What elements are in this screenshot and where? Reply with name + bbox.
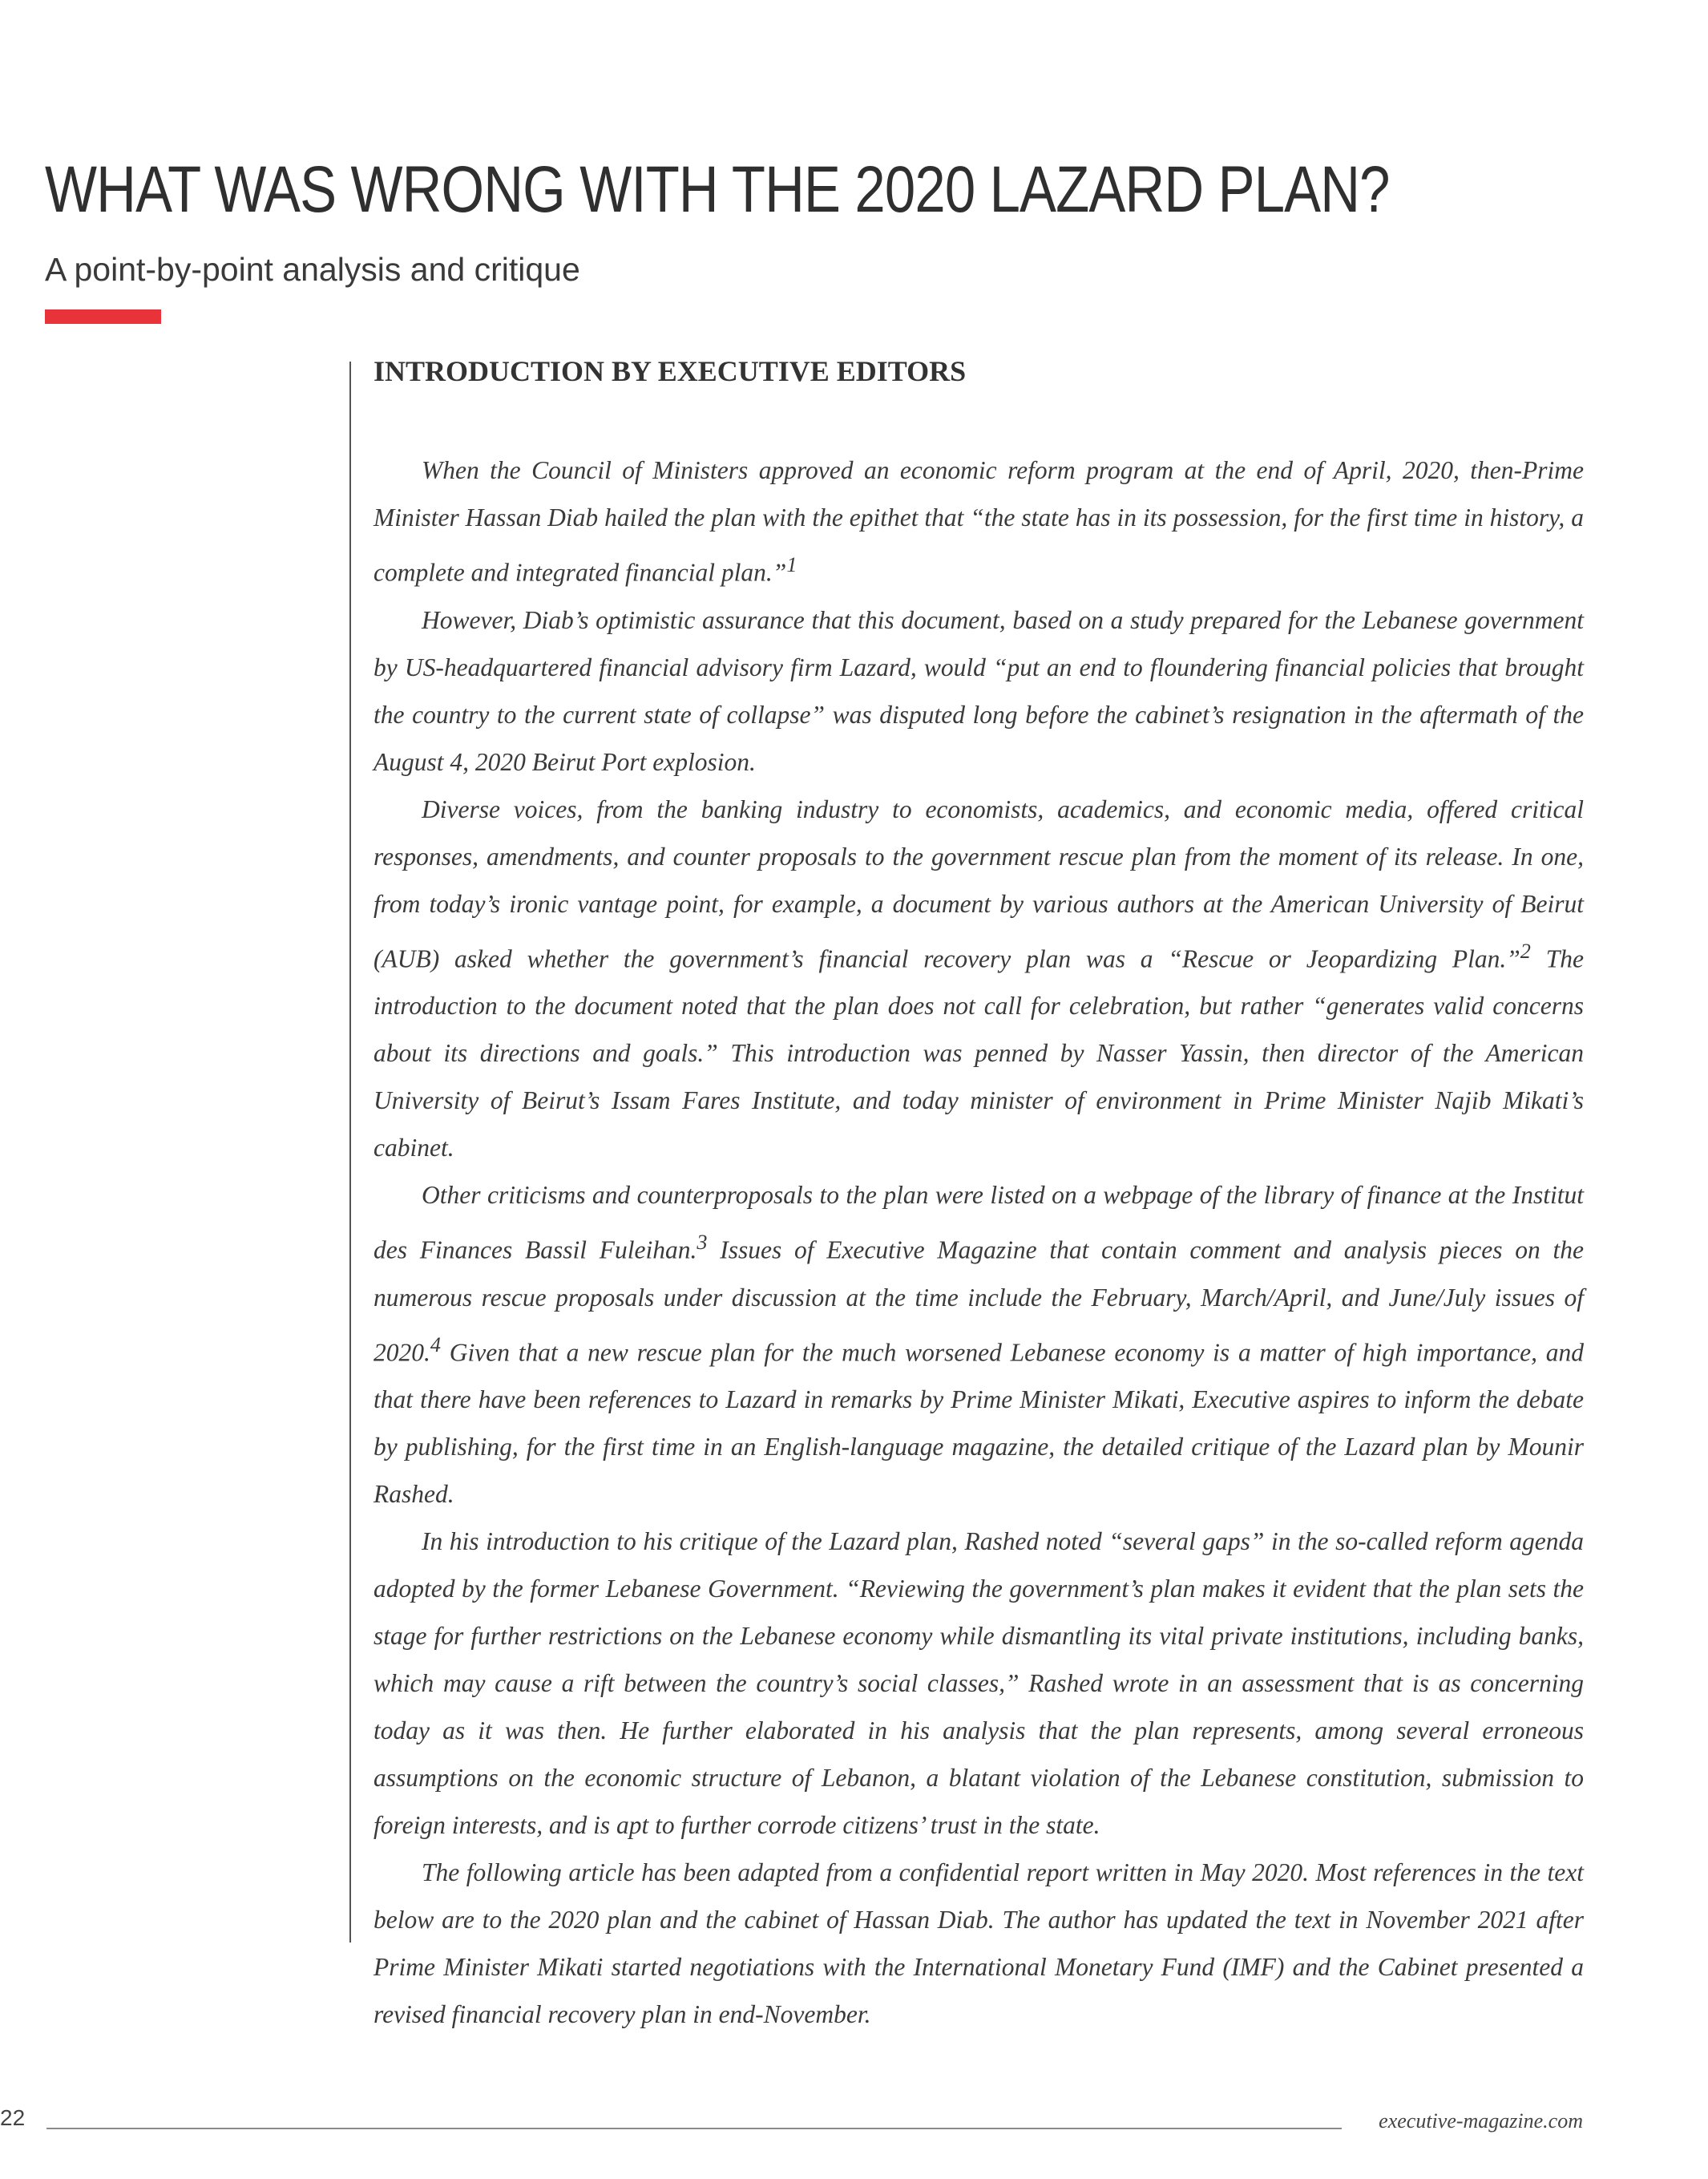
paragraph-text: Diverse voices, from the banking industry to economists, academics, and economic media, offered critical responses, amendments, and counter proposals to the government rescue plan from the moment of its release. In one, from today’s ironic vantage point, for example, a document by various authors at the American University of Beirut (AUB) asked whether the government’s financial recovery plan was a “Rescue or Jeopardizing Plan.” (373, 794, 1584, 972)
article-subtitle: A point-by-point analysis and critique (45, 251, 580, 288)
footnote-marker: 4 (430, 1332, 441, 1356)
paragraph-text: The following article has been adapted from a confidential report written in May 2020. Most references in the text below are to the 2020 plan and the cabinet of Hassan Diab. The author has updated the text in November 2021 after Prime Minister Mikati started negotiations with the International Monetary Fund (IMF) and the Cabinet presented a revised financial recovery plan in end-November. (373, 1858, 1584, 2028)
paragraph-text: In his introduction to his critique of the Lazard plan, Rashed noted “several gaps” in the so-called reform agenda adopted by the former Lebanese Government. “Reviewing the government’s plan makes it evident that the plan sets the stage for further restrictions on the Lebanese economy while dismantling its vital private institutions, including banks, which may cause a rift between the country’s social classes,” Rashed wrote in an assessment that is as concerning today as it was then. He further elaborated in his analysis that the plan represents, among several erroneous assumptions on the economic structure of Lebanon, a blatant violation of the Lebanese constitution, submission to foreign interests, and is apt to further corrode citizens’ trust in the state. (373, 1527, 1584, 1839)
footer-website: executive-magazine.com (1379, 2109, 1583, 2133)
body-paragraph (373, 596, 1584, 786)
page-number: 22 (0, 2105, 26, 2130)
paragraph-text: Issues of Executive Magazine that contain comment and analysis pieces on the numerous rescue proposals under discussion at the time include the February, March/April, and June/July issues of 2020. (373, 1235, 1584, 1366)
body-paragraph (373, 786, 1584, 1172)
footnote-marker: 3 (697, 1231, 708, 1254)
article-body (373, 447, 1584, 2038)
paragraph-text: When the Council of Ministers approved an economic reform program at the end of April, 2020, then-Prime Minister Hassan Diab hailed the plan with the epithet that “the state has in its possession, for the first time in history, a complete and integrated financial plan.” (373, 456, 1584, 587)
paragraph-text: Given that a new rescue plan for the much worsened Lebanese economy is a matter of high importance, and that there have been references to Lazard in remarks by Prime Minister Mikati, Executive aspires to inform the debate by publishing, for the first time in an English-language magazine, the detailed critique of the Lazard plan by Mounir Rashed. (373, 1338, 1584, 1508)
footer-divider (46, 2128, 1342, 2129)
paragraph-text: The introduction to the document noted that the plan does not call for celebration, but rather “generates valid concerns about its directions and goals.” This introduction was penned by Nasser Yassin, then director of the American University of Beirut’s Issam Fares Institute, and today minister of environment in Prime Minister Najib Mikati’s cabinet. (373, 944, 1584, 1162)
footnote-marker: 1 (786, 553, 797, 576)
paragraph-text: Other criticisms and counterproposals to the plan were listed on a webpage of the library of finance at the Institut des Finances Bassil Fuleihan. (373, 1181, 1584, 1264)
body-paragraph (373, 1171, 1584, 1518)
intro-heading: INTRODUCTION BY EXECUTIVE EDITORS (373, 355, 967, 387)
body-paragraph (373, 1849, 1584, 2038)
footnote-marker: 2 (1520, 939, 1531, 963)
article-title: WHAT WAS WRONG WITH THE 2020 LAZARD PLAN? (45, 153, 1390, 226)
body-paragraph (373, 1518, 1584, 1849)
paragraph-text: However, Diab’s optimistic assurance that this document, based on a study prepared for the Lebanese government by US-headquartered financial advisory firm Lazard, would “put an end to floundering financial policies that brought the country to the current state of collapse” was disputed long before the cabinet’s resignation in the aftermath of the August 4, 2020 Beirut Port explosion. (373, 605, 1584, 776)
accent-bar (45, 309, 161, 324)
intro-vertical-rule (349, 362, 351, 1943)
body-paragraph (373, 447, 1584, 596)
